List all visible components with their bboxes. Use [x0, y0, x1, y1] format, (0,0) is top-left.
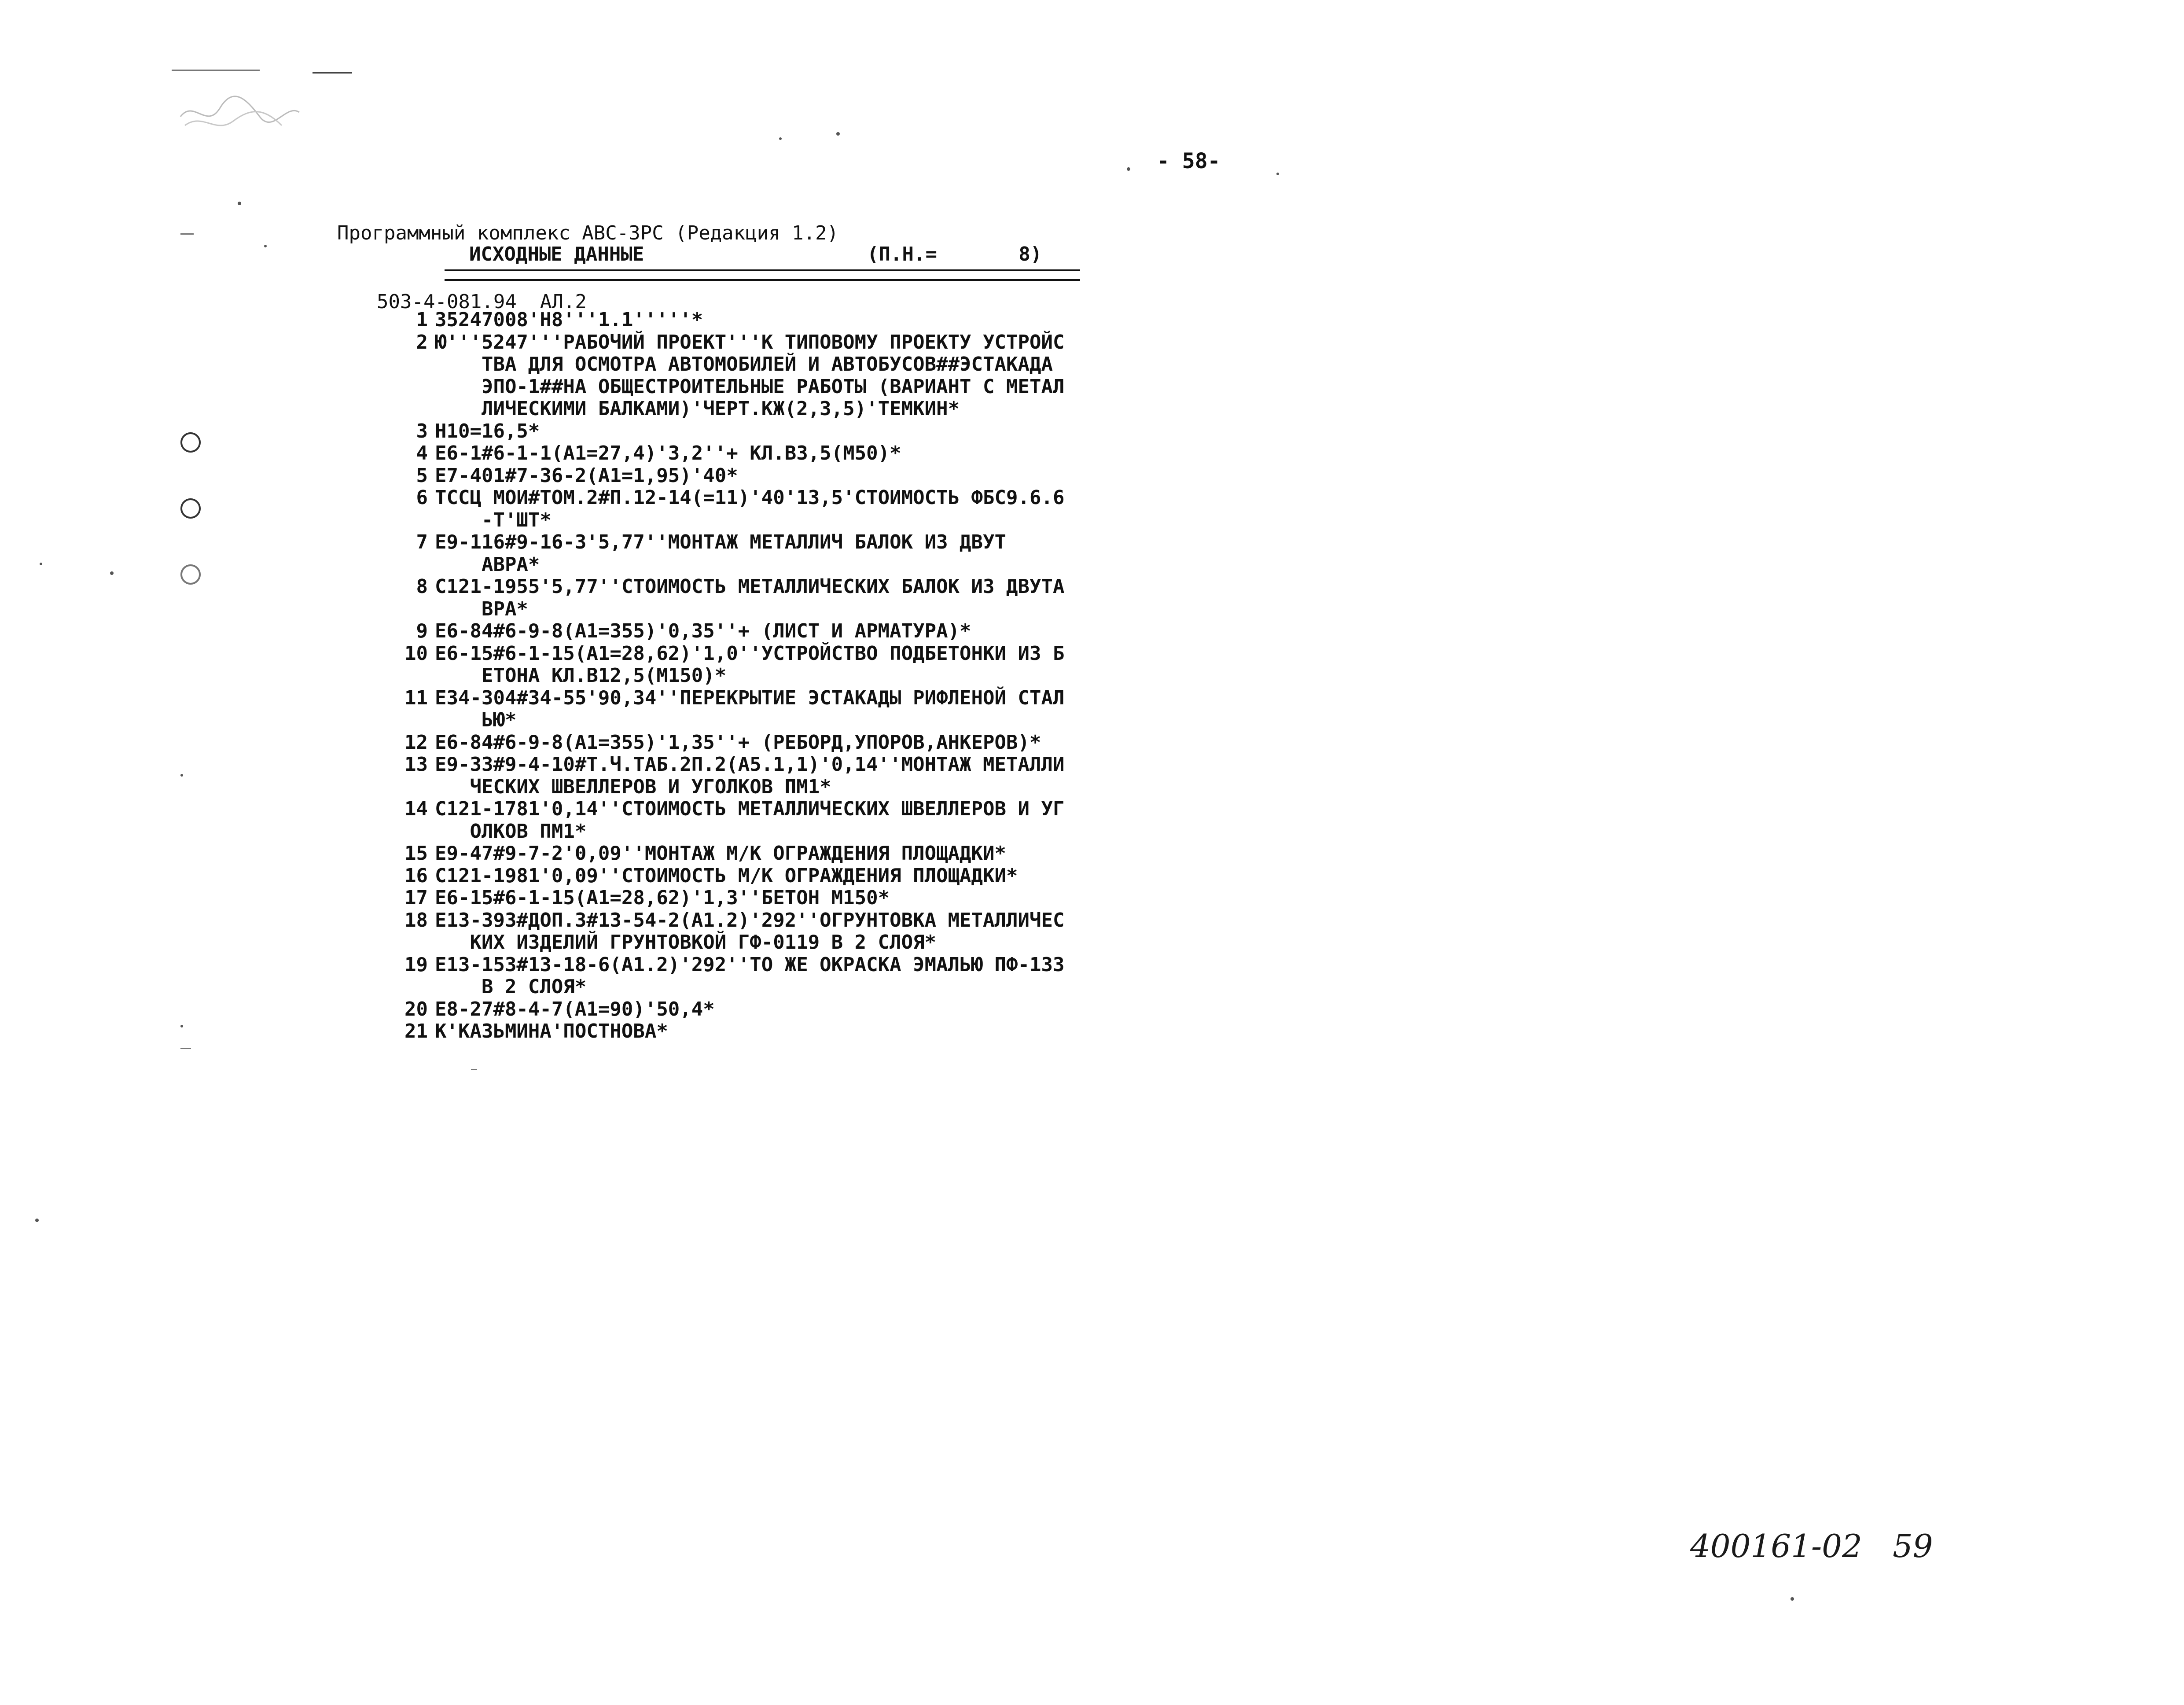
listing-line-continuation: [387, 709, 1064, 732]
line-number: 1: [416, 309, 428, 331]
scan-speck: [110, 571, 114, 575]
line-number: 4: [416, 442, 428, 464]
listing-line: [387, 732, 1064, 754]
project-code: 503-4-081.94 АЛ.2: [377, 291, 587, 313]
line-text: Ю'''5247'''РАБОЧИЙ ПРОЕКТ'''К ТИПОВОМУ ПРОЕКТУ УСТРОЙС: [435, 331, 1065, 354]
line-text: ТВА ДЛЯ ОСМОТРА АВТОМОБИЛЕЙ И АВТОБУСОВ##ЭСТАКАДА: [435, 353, 1053, 376]
line-number: [387, 932, 435, 954]
handwritten-sheet-number: 59: [1893, 1528, 1933, 1565]
line-text: 35247008'Н8'''1.1'''''*: [435, 309, 703, 331]
scan-speck: [1276, 173, 1279, 175]
line-text: ОЛКОВ ПМ1*: [435, 820, 587, 843]
listing-line: [387, 998, 1064, 1021]
listing-line-continuation: [387, 665, 1064, 687]
line-text: Е13-153#13-18-6(А1.2)'292''ТО ЖЕ ОКРАСКА ЭМАЛЬЮ ПФ-133: [435, 953, 1065, 976]
listing-line-continuation: [387, 354, 1064, 376]
line-text: ЕТОНА КЛ.В12,5(М150)*: [435, 664, 727, 687]
scan-mark: [180, 1048, 191, 1049]
line-text: ЬЮ*: [435, 709, 517, 731]
listing-line: [387, 420, 1064, 443]
listing-line: [387, 1020, 1064, 1043]
line-number: 2: [416, 331, 428, 354]
line-text: АВРА*: [435, 553, 540, 576]
listing-line: [387, 576, 1064, 598]
listing-line-continuation: [387, 598, 1064, 621]
line-text: Е8-27#8-4-7(А1=90)'50,4*: [435, 998, 715, 1020]
listing-line: [387, 754, 1064, 776]
scan-mark: [313, 72, 352, 74]
scan-mark: [471, 1069, 477, 1070]
listing-line: [387, 910, 1064, 932]
line-text: -Т'ШТ*: [435, 508, 552, 531]
line-number: 9: [416, 620, 428, 642]
scan-speck: [35, 1219, 39, 1222]
handwritten-code: 400161-02: [1690, 1528, 1862, 1565]
line-text: Е9-116#9-16-3'5,77''МОНТАЖ МЕТАЛЛИЧ БАЛОК ИЗ ДВУТ: [435, 531, 1007, 553]
line-text: Е6-15#6-1-15(А1=28,62)'1,0''УСТРОЙСТВО ПОДБЕТОНКИ ИЗ Б: [435, 642, 1065, 665]
line-text: Е9-33#9-4-10#Т.Ч.ТАБ.2П.2(А5.1,1)'0,14''МОНТАЖ МЕТАЛЛИ: [435, 753, 1065, 776]
line-number: [387, 709, 435, 732]
listing-line: [387, 843, 1064, 865]
line-text: Е6-1#6-1-1(А1=27,4)'3,2''+ КЛ.В3,5(М50)*: [435, 442, 901, 464]
listing-line: [387, 687, 1064, 710]
line-text: Е6-84#6-9-8(А1=355)'1,35''+ (РЕБОРД,УПОРОВ,АНКЕРОВ)*: [435, 731, 1041, 754]
line-text: ЛИЧЕСКИМИ БАЛКАМИ)'ЧЕРТ.КЖ(2,3,5)'ТЕМКИН*: [435, 398, 960, 420]
line-text: К'КАЗЬМИНА'ПОСТНОВА*: [435, 1020, 668, 1042]
listing-line-continuation: [387, 509, 1064, 532]
line-text: С121-1981'0,09''СТОИМОСТЬ М/К ОГРАЖДЕНИЯ ПЛОЩАДКИ*: [435, 864, 1018, 887]
listing-line: [387, 887, 1064, 910]
punch-hole: [180, 498, 201, 519]
scan-speck: [180, 774, 183, 777]
listing-line: [387, 531, 1064, 554]
scan-speck: [264, 245, 267, 247]
listing-line: [387, 487, 1064, 509]
listing-line: [387, 465, 1064, 487]
listing-line: [387, 643, 1064, 665]
scan-mark: [172, 70, 260, 71]
listing-line-continuation: [387, 376, 1064, 398]
listing-line: [387, 798, 1064, 821]
listing-line: [387, 331, 1064, 354]
line-number: 16: [404, 864, 428, 887]
listing-line: [387, 309, 1064, 331]
line-number: 7: [416, 531, 428, 553]
line-text: В 2 СЛОЯ*: [435, 976, 587, 998]
line-text: ВРА*: [435, 597, 528, 620]
line-text: ЭПО-1##НА ОБЩЕСТРОИТЕЛЬНЫЕ РАБОТЫ (ВАРИАНТ С МЕТАЛ: [435, 375, 1065, 398]
line-number: 12: [404, 731, 428, 754]
line-number: [387, 665, 435, 687]
line-text: С121-1781'0,14''СТОИМОСТЬ МЕТАЛЛИЧЕСКИХ ШВЕЛЛЕРОВ И УГ: [435, 798, 1065, 820]
line-number: 11: [404, 686, 428, 709]
line-number: 8: [416, 575, 428, 598]
line-text: Е7-401#7-36-2(А1=1,95)'40*: [435, 464, 738, 487]
line-text: КИХ ИЗДЕЛИЙ ГРУНТОВКОЙ ГФ-0119 В 2 СЛОЯ*: [435, 931, 937, 954]
listing-line-continuation: [387, 932, 1064, 954]
program-name: Программный комплекс АВС-3РС (Редакция 1.2): [337, 222, 839, 244]
scan-mark: [180, 233, 194, 235]
line-text: Е6-15#6-1-15(А1=28,62)'1,3''БЕТОН М150*: [435, 887, 890, 909]
line-text: ЧЕСКИХ ШВЕЛЛЕРОВ И УГОЛКОВ ПМ1*: [435, 775, 831, 798]
listing-line: [387, 954, 1064, 976]
scan-speck: [1791, 1597, 1794, 1601]
punch-hole: [180, 432, 201, 453]
listing-line: [387, 620, 1064, 643]
line-text: Е9-47#9-7-2'0,09''МОНТАЖ М/К ОГРАЖДЕНИЯ ПЛОЩАДКИ*: [435, 842, 1007, 865]
listing-line: [387, 865, 1064, 887]
line-text: ТССЦ МОИ#ТОМ.2#П.12-14(=11)'40'13,5'СТОИМОСТЬ ФБС9.6.6: [435, 486, 1065, 509]
page-number: - 58-: [1157, 149, 1221, 173]
line-text: Е6-84#6-9-8(А1=355)'0,35''+ (ЛИСТ И АРМАТУРА)*: [435, 620, 971, 642]
line-number: 19: [404, 953, 428, 976]
line-number: 13: [404, 753, 428, 776]
line-number: 17: [404, 887, 428, 909]
line-number: 6: [416, 486, 428, 509]
line-number: [387, 376, 435, 398]
line-number: [387, 554, 435, 576]
line-text: С121-1955'5,77''СТОИМОСТЬ МЕТАЛЛИЧЕСКИХ БАЛОК ИЗ ДВУТА: [435, 575, 1065, 598]
listing-line-continuation: [387, 398, 1064, 420]
listing-line-continuation: [387, 554, 1064, 576]
listing-line-continuation: [387, 821, 1064, 843]
line-number: [387, 354, 435, 376]
line-number: [387, 509, 435, 532]
punch-hole: [180, 564, 201, 585]
scan-speck: [238, 202, 241, 205]
scan-speck: [1127, 167, 1130, 171]
listing-line-continuation: [387, 776, 1064, 799]
line-number: [387, 598, 435, 621]
scan-speck: [836, 132, 840, 136]
input-data-listing: [387, 309, 1064, 1043]
line-number: 18: [404, 909, 428, 932]
line-text: Е13-393#ДОП.3#13-54-2(А1.2)'292''ОГРУНТОВКА МЕТАЛЛИЧЕС: [435, 909, 1065, 932]
line-number: [387, 776, 435, 799]
line-number: [387, 398, 435, 420]
line-text: Н10=16,5*: [435, 420, 540, 442]
section-title: ИСХОДНЫЕ ДАННЫЕ: [469, 243, 644, 265]
listing-line-continuation: [387, 976, 1064, 998]
scan-speck: [779, 137, 782, 140]
line-number: 15: [404, 842, 428, 865]
line-number: 21: [404, 1020, 428, 1042]
scan-speck: [180, 1025, 183, 1027]
line-number: 5: [416, 464, 428, 487]
scan-speck: [40, 563, 42, 565]
double-rule: [445, 269, 1080, 281]
line-number: [387, 821, 435, 843]
stamp-smudge: [176, 90, 308, 139]
line-number: [387, 976, 435, 998]
line-text: Е34-304#34-55'90,34''ПЕРЕКРЫТИЕ ЭСТАКАДЫ РИФЛЕНОЙ СТАЛ: [435, 686, 1065, 709]
line-number: 14: [404, 798, 428, 820]
line-number: 10: [404, 642, 428, 665]
section-pn: (П.Н.= 8): [867, 243, 1042, 265]
line-number: 20: [404, 998, 428, 1020]
line-number: 3: [416, 420, 428, 442]
listing-line: [387, 442, 1064, 465]
